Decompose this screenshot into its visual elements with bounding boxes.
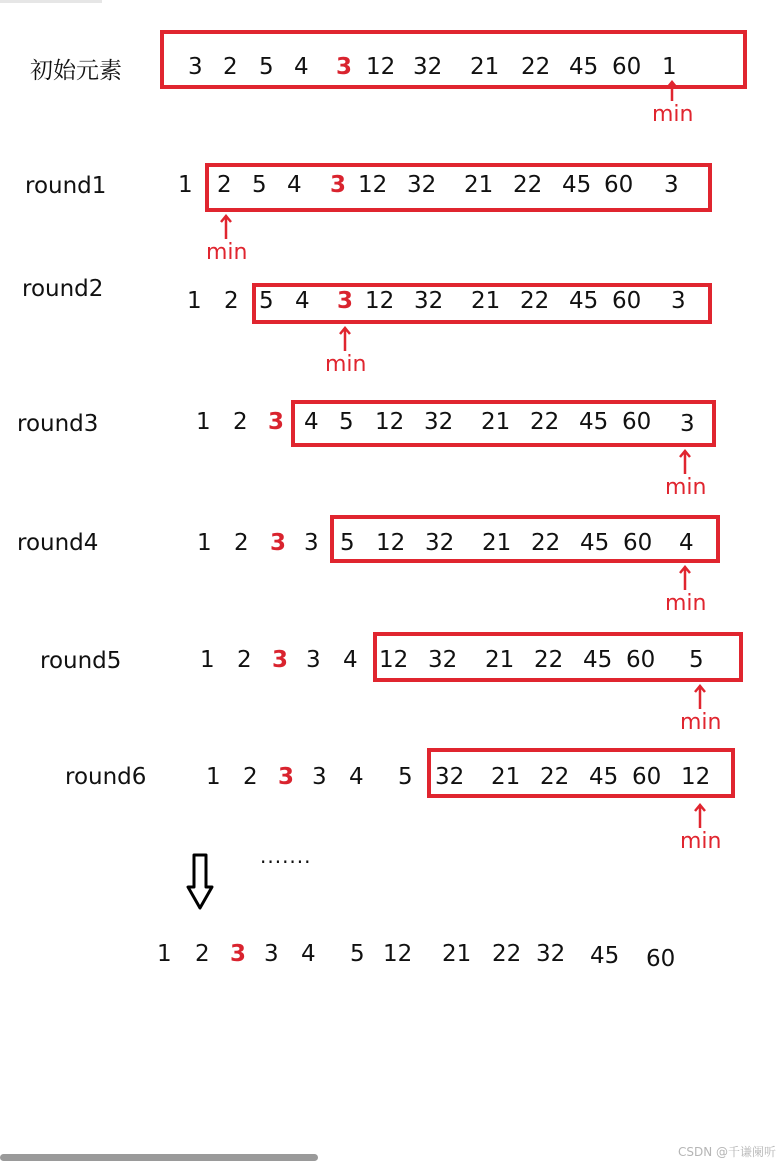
number-cell: 5: [689, 647, 704, 673]
min-label: min: [665, 591, 707, 616]
number-cell: 1: [187, 288, 202, 314]
number-cell: 12: [681, 764, 711, 790]
row-label-initial: 初始元素: [30, 58, 122, 84]
number-cell: 21: [471, 288, 501, 314]
final-number-cell: 22: [492, 941, 522, 967]
min-marker: [325, 326, 365, 376]
min-marker: [206, 214, 246, 264]
min-marker: [665, 449, 705, 499]
number-cell: 32: [424, 409, 454, 435]
number-cell: 60: [612, 288, 642, 314]
number-cell: 3: [664, 172, 679, 198]
min-label: min: [206, 240, 248, 265]
up-arrow-icon: [337, 326, 353, 352]
number-cell: 4: [679, 530, 694, 556]
number-cell: 22: [520, 288, 550, 314]
number-cell: 22: [521, 54, 551, 80]
number-cell: 45: [580, 530, 610, 556]
number-cell: 4: [295, 288, 310, 314]
row-label-round2: round2: [22, 276, 104, 302]
number-cell: 22: [531, 530, 561, 556]
number-cell: 2: [217, 172, 232, 198]
final-number-cell: 60: [646, 946, 676, 972]
number-cell: 2: [233, 409, 248, 435]
final-number-cell: 1: [157, 941, 172, 967]
number-cell: 1: [200, 647, 215, 673]
number-cell: 3: [188, 54, 203, 80]
number-cell: 60: [626, 647, 656, 673]
min-marker: [652, 80, 692, 126]
number-cell: 45: [562, 172, 592, 198]
number-cell: 4: [294, 54, 309, 80]
number-cell: 32: [414, 288, 444, 314]
number-cell: 32: [435, 764, 465, 790]
number-cell: 1: [206, 764, 221, 790]
number-cell-highlighted: 3: [278, 764, 295, 790]
min-marker: [665, 565, 705, 615]
number-cell: 4: [349, 764, 364, 790]
min-label: min: [680, 710, 722, 735]
number-cell: 2: [234, 530, 249, 556]
number-cell: 12: [358, 172, 388, 198]
number-cell: 12: [366, 54, 396, 80]
number-cell: 60: [622, 409, 652, 435]
number-cell: 12: [375, 409, 405, 435]
number-cell: 60: [632, 764, 662, 790]
number-cell: 3: [312, 764, 327, 790]
number-cell: 22: [534, 647, 564, 673]
up-arrow-icon: [677, 565, 693, 591]
up-arrow-icon: [677, 449, 693, 475]
number-cell: 3: [304, 530, 319, 556]
number-cell: 60: [623, 530, 653, 556]
up-arrow-icon: [664, 80, 680, 102]
final-number-cell: 21: [442, 941, 472, 967]
number-cell: 12: [376, 530, 406, 556]
number-cell: 5: [259, 288, 274, 314]
up-arrow-icon: [218, 214, 234, 240]
number-cell: 32: [425, 530, 455, 556]
number-cell: 1: [662, 54, 677, 80]
number-cell: 5: [340, 530, 355, 556]
number-cell: 3: [671, 288, 686, 314]
min-label: min: [325, 352, 367, 377]
number-cell: 21: [481, 409, 511, 435]
down-arrow-icon: [186, 853, 214, 915]
row-label-round3: round3: [17, 411, 99, 437]
number-cell: 32: [413, 54, 443, 80]
number-cell: 1: [178, 172, 193, 198]
final-number-cell: 5: [350, 941, 365, 967]
final-number-cell: 45: [590, 943, 620, 969]
min-marker: [680, 803, 720, 853]
number-cell: 45: [579, 409, 609, 435]
up-arrow-icon: [692, 684, 708, 710]
number-cell: 32: [428, 647, 458, 673]
final-number-cell: 12: [383, 941, 413, 967]
min-label: min: [652, 102, 694, 127]
number-cell: 4: [304, 409, 319, 435]
number-cell: 45: [569, 288, 599, 314]
number-cell-highlighted: 3: [337, 288, 354, 314]
number-cell: 12: [365, 288, 395, 314]
final-number-cell: 32: [536, 941, 566, 967]
number-cell: 2: [237, 647, 252, 673]
number-cell: 3: [306, 647, 321, 673]
number-cell: 5: [252, 172, 267, 198]
number-cell: 22: [540, 764, 570, 790]
min-label: min: [665, 475, 707, 500]
number-cell: 2: [243, 764, 258, 790]
number-cell: 3: [680, 411, 695, 437]
number-cell: 21: [491, 764, 521, 790]
row-label-round4: round4: [17, 530, 99, 556]
number-cell: 45: [569, 54, 599, 80]
number-cell-highlighted: 3: [270, 530, 287, 556]
number-cell: 21: [464, 172, 494, 198]
number-cell: 5: [339, 409, 354, 435]
number-cell: 21: [482, 530, 512, 556]
number-cell: 1: [196, 409, 211, 435]
number-cell: 2: [224, 288, 239, 314]
number-cell: 60: [612, 54, 642, 80]
number-cell: 22: [513, 172, 543, 198]
final-number-cell: 4: [301, 941, 316, 967]
watermark: CSDN @千谦阑听: [677, 1145, 776, 1159]
ellipsis: .......: [260, 844, 312, 868]
row-label-round6: round6: [65, 764, 147, 790]
number-cell: 1: [197, 530, 212, 556]
horizontal-scrollbar[interactable]: [0, 1154, 318, 1161]
number-cell-highlighted: 3: [336, 54, 353, 80]
number-cell: 32: [407, 172, 437, 198]
number-cell: 5: [398, 764, 413, 790]
top-scroll-stub: [0, 0, 102, 3]
final-number-cell: 2: [195, 941, 210, 967]
number-cell: 12: [379, 647, 409, 673]
min-label: min: [680, 829, 722, 854]
number-cell: 4: [287, 172, 302, 198]
number-cell: 21: [470, 54, 500, 80]
number-cell: 21: [485, 647, 515, 673]
number-cell: 4: [343, 647, 358, 673]
number-cell: 45: [589, 764, 619, 790]
number-cell-highlighted: 3: [268, 409, 285, 435]
min-marker: [680, 684, 720, 734]
number-cell-highlighted: 3: [272, 647, 289, 673]
range-box-round1: [205, 163, 712, 212]
up-arrow-icon: [692, 803, 708, 829]
row-label-round5: round5: [40, 648, 122, 674]
number-cell-highlighted: 3: [330, 172, 347, 198]
number-cell: 60: [604, 172, 634, 198]
number-cell: 45: [583, 647, 613, 673]
number-cell: 5: [259, 54, 274, 80]
final-number-cell-highlighted: 3: [230, 941, 247, 967]
number-cell: 2: [223, 54, 238, 80]
number-cell: 22: [530, 409, 560, 435]
row-label-round1: round1: [25, 173, 107, 199]
final-number-cell: 3: [264, 941, 279, 967]
